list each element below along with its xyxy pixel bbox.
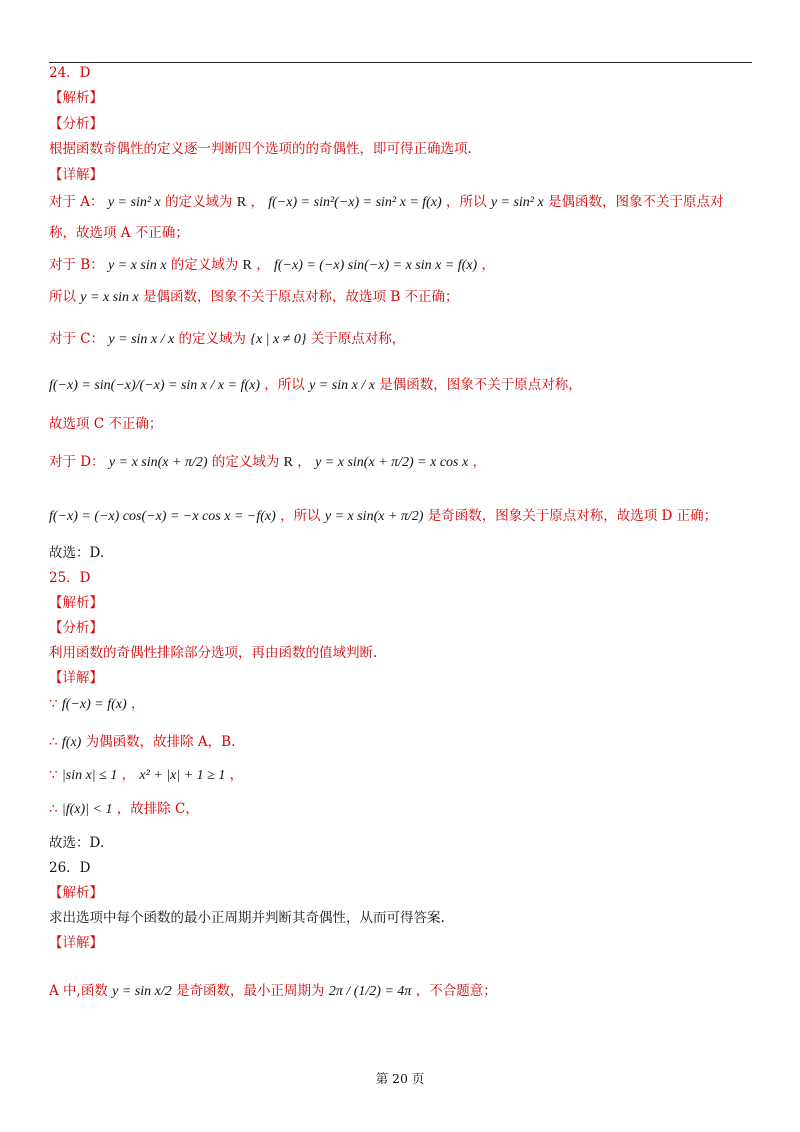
problem-24-option-a-line2: 称，故选项 A 不正确； [49,225,189,241]
text: 是奇函数，图象关于原点对称，故选项 D 正确； [427,508,718,524]
formula: f(−x) = sin(−x)/(−x) = sin x / x = f(x) [49,378,260,393]
comma: ， [250,194,264,210]
problem-24-option-b-line2 [49,288,459,307]
page-number: 第 20 页 [375,1071,425,1086]
problem-26-option-a [49,982,497,1001]
problem-26-xiangjie-label: 【详解】 [49,935,103,951]
formula: y = sin x/2 [112,984,172,999]
formula: y = x sin(x + π/2) = x cos x [315,455,469,470]
problem-24-option-c-line3: 故选项 C 不正确； [49,416,163,432]
text: A 中,函数 [49,983,108,999]
because-symbol: ∵ [49,767,58,783]
comma: ， [472,454,486,470]
formula: 2π / (1/2) = 4π [328,984,412,999]
problem-24-jiexi-label: 【解析】 [49,90,103,106]
formula: y = sin² x [490,195,544,210]
problem-24-fenxi-label: 【分析】 [49,116,103,132]
problem-24-answer: 故选：D. [49,545,105,561]
formula: f(−x) = (−x) sin(−x) = x sin x = f(x) [273,258,478,273]
comma: ， [481,257,495,273]
option-d-prefix: 对于 D： [49,454,105,470]
text: 的定义域为 [165,194,233,210]
problem-24-option-c-line2 [49,376,582,395]
formula: f(−x) = (−x) cos(−x) = −x cos x = −f(x) [49,509,276,524]
text: ，不合题意； [415,983,497,999]
text: ，故排除 C， [116,801,199,817]
formula: f(−x) = f(x) [61,697,127,712]
problem-24-option-d-line1 [49,453,486,472]
text: 是偶函数，图象不关于原点对 [548,194,724,210]
problem-25-step2 [49,733,235,752]
text: 是偶函数，图象不关于原点对称， [379,377,582,393]
problem-25-answer: 故选：D. [49,835,105,851]
formula: f(x) [61,735,82,750]
text: 的定义域为 [178,331,247,347]
comma: ， [121,767,136,783]
therefore-symbol: ∴ [49,734,58,750]
problem-26-jiexi-label: 【解析】 [49,885,103,901]
therefore-symbol: ∴ [49,801,58,817]
problem-24-option-d-line2 [49,507,717,526]
problem-25-fenxi-label: 【分析】 [49,620,103,636]
text: 是偶函数，图象不关于原点对称，故选项 B 不正确； [143,289,459,305]
text: 关于原点对称， [310,331,406,347]
option-b-prefix: 对于 B： [49,257,104,273]
problem-26-number: 26．D [49,860,91,876]
formula: |f(x)| < 1 [61,802,113,817]
problem-25-number: 25．D [49,570,91,586]
problem-25-step1 [49,695,144,714]
comma: ， [229,767,244,783]
text: 是奇函数，最小正周期为 [176,983,325,999]
formula: y = x sin x [108,258,167,273]
problem-25-step3 [49,766,243,785]
problem-24-option-a-line1 [49,193,724,212]
formula: y = sin x / x [309,378,375,393]
text: 的定义域为 [211,454,280,470]
problem-25-analysis: 利用函数的奇偶性排除部分选项，再由函数的值域判断. [49,645,378,661]
text: ，所以 [280,508,321,524]
formula: x² + |x| + 1 ≥ 1 [139,768,226,783]
option-c-prefix: 对于 C： [49,331,105,347]
problem-24-xiangjie-label: 【详解】 [49,167,103,183]
problem-24-option-c-line1 [49,330,405,349]
formula: y = x sin(x + π/2) [108,455,208,470]
text: 为偶函数，故排除 A，B. [85,734,236,750]
problem-24-analysis: 根据函数奇偶性的定义逐一判断四个选项的的奇偶性，即可得正确选项. [49,141,472,157]
problem-25-step4 [49,800,199,819]
formula: y = sin x / x [108,332,175,347]
text: 所以 [49,289,76,305]
real-set-symbol: R [283,455,293,470]
text: ，所以 [446,194,487,210]
formula: y = sin² x [107,195,161,210]
option-a-prefix: 对于 A： [49,194,104,210]
real-set-symbol: R [236,195,247,210]
formula: |sin x| ≤ 1 [61,768,118,783]
comma: ， [297,454,311,470]
real-set-symbol: R [242,258,252,273]
comma: ， [130,696,145,712]
text: 的定义域为 [170,257,239,273]
formula: f(−x) = sin²(−x) = sin² x = f(x) [268,195,442,210]
because-symbol: ∵ [49,696,58,712]
header-rule [49,62,752,63]
formula: {x | x ≠ 0} [250,332,307,347]
problem-25-xiangjie-label: 【详解】 [49,670,103,686]
text: ，所以 [264,377,305,393]
comma: ， [256,257,270,273]
problem-26-analysis: 求出选项中每个函数的最小正周期并判断其奇偶性，从而可得答案. [49,910,445,926]
problem-24-option-b-line1 [49,256,495,275]
formula: y = x sin x [80,290,139,305]
formula: y = x sin(x + π/2) [324,509,424,524]
problem-24-number: 24．D [49,65,91,81]
problem-25-jiexi-label: 【解析】 [49,595,103,611]
